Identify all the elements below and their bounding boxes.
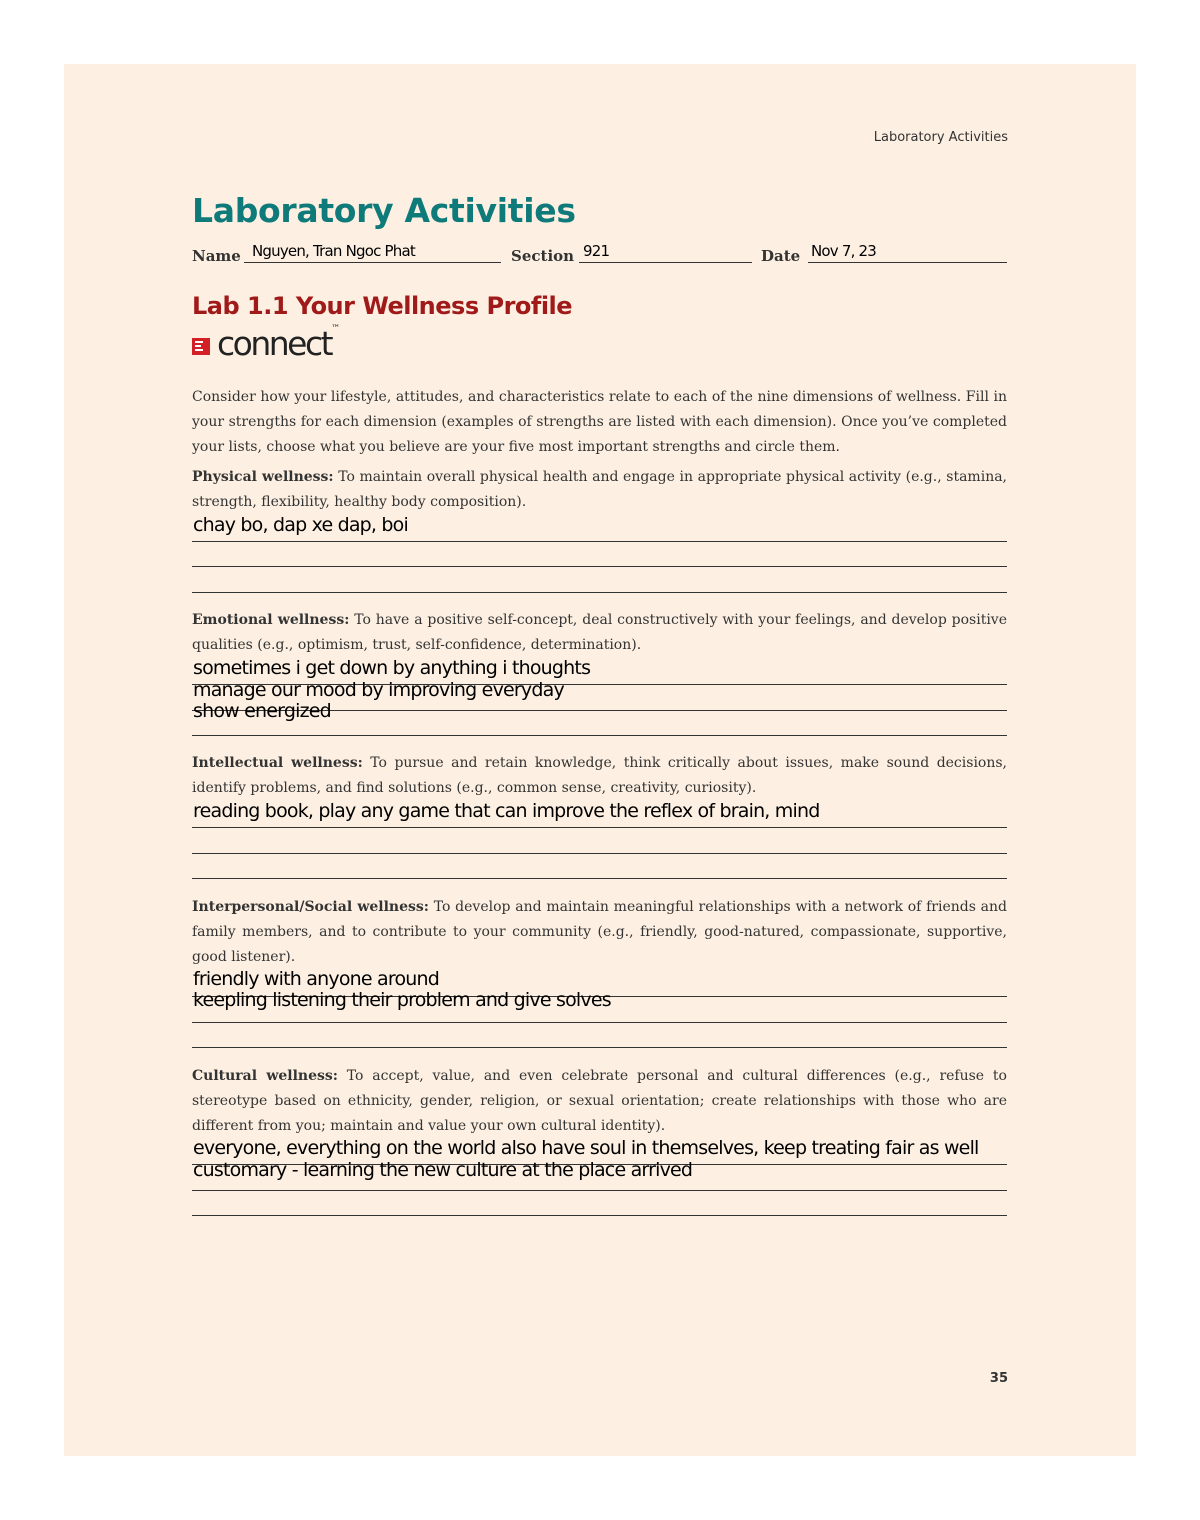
connect-logo-icon: [192, 338, 210, 355]
answer-rule: [192, 827, 1007, 828]
physical-wellness-prompt: [192, 465, 1007, 515]
physical-wellness-text: To maintain overall physical health and engage in appropriate physical activity (e.g., stamina, strength, flexibility, healthy body composition).: [192, 469, 1008, 510]
running-head: Laboratory Activities: [873, 130, 1008, 145]
worksheet-page: [64, 64, 1136, 1456]
connect-logo-text: connect: [217, 324, 332, 363]
intellectual-wellness-prompt: [192, 751, 1007, 801]
answer-rule: [192, 592, 1007, 593]
lab-title: Lab 1.1 Your Wellness Profile: [192, 292, 573, 320]
intellectual-wellness-label: Intellectual wellness:: [192, 755, 363, 771]
name-field[interactable]: Nguyen, Tran Ngoc Phat: [252, 242, 415, 260]
answer-rule: [192, 1215, 1007, 1216]
answer-rule: [192, 1047, 1007, 1048]
emotional-wellness-prompt: [192, 608, 1007, 658]
connect-logo: [217, 324, 340, 363]
page-title: Laboratory Activities: [192, 191, 576, 230]
intellectual-wellness-text: To pursue and retain knowledge, think critically about issues, make sound decisions, identify problems, and find solutions (e.g., common sense, creativity, curiosity).: [192, 755, 1007, 796]
answer-rule: [192, 541, 1007, 542]
trademark-mark: ™: [331, 324, 341, 334]
answer-line[interactable]: chay bo, dap xe dap, boi: [193, 514, 408, 536]
answer-line[interactable]: customary - learning the new culture at the place arrived: [193, 1159, 693, 1181]
social-wellness-prompt: [192, 895, 1007, 970]
section-field[interactable]: 921: [583, 242, 610, 260]
answer-line[interactable]: friendly with anyone around: [193, 968, 440, 990]
physical-wellness-label: Physical wellness:: [192, 469, 334, 485]
answer-line[interactable]: keepling listening their problem and give solves: [193, 989, 611, 1011]
answer-line[interactable]: reading book, play any game that can improve the reflex of brain, mind: [193, 800, 820, 822]
answer-rule: [192, 853, 1007, 854]
answer-rule: [192, 566, 1007, 567]
date-label: Date: [761, 247, 801, 265]
answer-rule: [192, 1022, 1007, 1023]
name-label: Name: [192, 247, 241, 265]
section-field-line[interactable]: [579, 262, 752, 263]
page-number: 35: [989, 1371, 1008, 1386]
answer-line[interactable]: everyone, everything on the world also have soul in themselves, keep treating fair as well: [193, 1137, 979, 1159]
emotional-wellness-text: To have a positive self-concept, deal constructively with your feelings, and develop positive qualities (e.g., optimism, trust, self-confidence, determination).: [192, 612, 1007, 653]
answer-rule: [192, 735, 1007, 736]
date-field[interactable]: Nov 7, 23: [811, 242, 877, 260]
answer-rule: [192, 878, 1007, 879]
answer-line[interactable]: show energized: [193, 700, 331, 722]
social-wellness-label: Interpersonal/Social wellness:: [192, 899, 429, 915]
cultural-wellness-label: Cultural wellness:: [192, 1068, 338, 1084]
answer-line[interactable]: sometimes i get down by anything i thoughts: [193, 657, 591, 679]
intro-paragraph: Consider how your lifestyle, attitudes, and characteristics relate to each of the nine dimensions of wellness. Fill in your strengths for each dimension (examples of strengths are listed with each dimension). Once you’ve completed your lists, choose what you believe are your five most important strengths and circle them.: [192, 389, 1007, 455]
cultural-wellness-prompt: [192, 1064, 1007, 1139]
answer-line[interactable]: manage our mood by improving everyday: [193, 679, 564, 701]
section-label: Section: [511, 247, 575, 265]
answer-rule: [192, 1190, 1007, 1191]
name-field-line[interactable]: [244, 262, 501, 263]
social-wellness-text: To develop and maintain meaningful relationships with a network of friends and family members, and to contribute to your community (e.g., friendly, good-natured, compassionate, supportive, good listener).: [192, 899, 1007, 965]
cultural-wellness-text: To accept, value, and even celebrate personal and cultural differences (e.g., refuse to stereotype based on ethnicity, gender, religion, or sexual orientation; create relationships with those who are different from you; maintain and value your own cultural identity).: [192, 1068, 1007, 1134]
emotional-wellness-label: Emotional wellness:: [192, 612, 350, 628]
date-field-line[interactable]: [808, 262, 1007, 263]
